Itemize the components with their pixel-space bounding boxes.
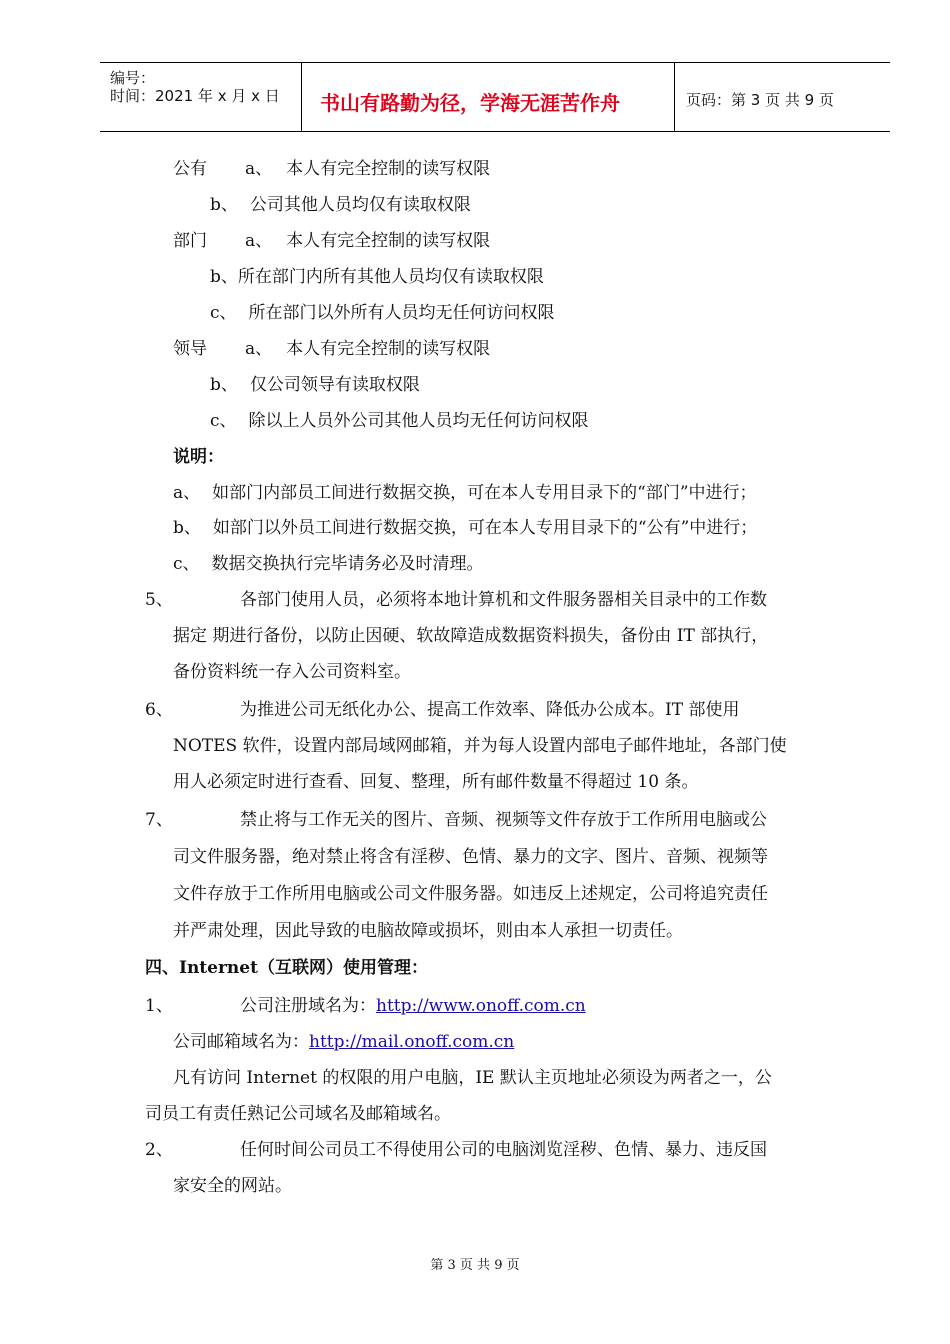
header-motto: 书山有路勤为径，学海无涯苦作舟: [320, 91, 620, 115]
perm-public-b-row: [210, 194, 471, 216]
item-5-line-1: 各部门使用人员，必须将本地计算机和文件服务器相关目录中的工作数: [240, 590, 767, 610]
perm-public-a: 本人有完全控制的读写权限: [286, 159, 491, 179]
s4-item-2-line-2: 家安全的网站。: [173, 1176, 292, 1196]
perm-public-a-mark: a、: [245, 159, 273, 179]
item-7-line-1: 禁止将与工作无关的图片、音频、视频等文件存放于工作所用电脑或公: [240, 810, 767, 830]
note-b-row: [173, 517, 757, 539]
perm-lead-c: 除以上人员外公司其他人员均无任何访问权限: [248, 411, 589, 431]
page-footer: 第 3 页 共 9 页: [430, 1258, 520, 1273]
perm-dept-b: b、所在部门内所有其他人员均仅有读取权限: [210, 267, 544, 287]
page-header: [100, 62, 890, 132]
note-c: 数据交换执行完毕请务必及时清理。: [211, 554, 484, 574]
ie-homepage-line-1: 凡有访问 Internet 的权限的用户电脑，IE 默认主页地址必须设为两者之一，公: [173, 1068, 772, 1088]
perm-lead-b-mark: b、: [210, 375, 238, 395]
perm-dept-title: 部门: [173, 231, 207, 251]
note-a-row: [173, 482, 757, 504]
header-meta-cell: [100, 63, 302, 131]
mail-domain-label: 公司邮箱域名为：: [173, 1032, 309, 1052]
item-7-line-3: 文件存放于工作所用电脑或公司文件服务器。如违反上述规定，公司将追究责任: [173, 884, 768, 904]
note-c-row: [173, 553, 484, 575]
perm-public-row: [173, 158, 490, 180]
item-5-line-2: 据定 期进行备份，以防止因硬、软故障造成数据资料损失，备份由 IT 部执行，: [173, 626, 769, 646]
domain-link[interactable]: http://www.onoff.com.cn: [376, 996, 586, 1016]
section-4-title: 四、Internet（互联网）使用管理：: [145, 958, 428, 978]
perm-lead-a-mark: a、: [245, 339, 273, 359]
perm-lead-title: 领导: [173, 339, 207, 359]
perm-public-b-mark: b、: [210, 195, 238, 215]
perm-lead-a: 本人有完全控制的读写权限: [286, 339, 491, 359]
note-b: 如部门以外员工间进行数据交换，可在本人专用目录下的“公有”中进行；: [212, 518, 758, 538]
perm-dept-a-mark: a、: [245, 231, 273, 251]
item-5-mark: 5、: [145, 590, 173, 610]
perm-public-title: 公有: [173, 159, 207, 179]
s4-item-2-line-1: 任何时间公司员工不得使用公司的电脑浏览淫秽、色情、暴力、违反国: [240, 1140, 767, 1160]
perm-dept-c-mark: c、: [210, 303, 237, 323]
item-7-mark: 7、: [145, 810, 173, 830]
perm-dept-c-row: [210, 302, 555, 324]
perm-lead-b: 仅公司领导有读取权限: [249, 375, 420, 395]
item-7-line-4: 并严肃处理，因此导致的电脑故障或损坏，则由本人承担一切责任。: [173, 921, 683, 941]
item-7-line-2: 司文件服务器，绝对禁止将含有淫秽、色情、暴力的文字、图片、音频、视频等: [173, 847, 768, 867]
doc-time-label: 时间：2021 年 x 月 x 日: [110, 87, 280, 105]
mail-domain-link[interactable]: http://mail.onoff.com.cn: [309, 1032, 515, 1052]
item-6-line-1: 为推进公司无纸化办公、提高工作效率、降低办公成本。IT 部使用: [240, 700, 740, 720]
perm-lead-b-row: [210, 374, 420, 396]
item-5-line-3: 备份资料统一存入公司资料室。: [173, 662, 411, 682]
notes-title: 说明：: [173, 447, 224, 467]
s4-item-2-mark: 2、: [145, 1140, 173, 1160]
note-b-mark: b、: [173, 518, 201, 538]
doc-number-label: 编号：: [110, 69, 156, 87]
note-a: 如部门内部员工间进行数据交换，可在本人专用目录下的“部门”中进行；: [212, 483, 757, 503]
mail-domain-row: [173, 1031, 514, 1053]
ie-homepage-line-2: 司员工有责任熟记公司域名及邮箱域名。: [145, 1104, 451, 1124]
header-page-number: 页码：第 3 页 共 9 页: [686, 91, 834, 109]
perm-lead-row: [173, 338, 490, 360]
s4-item-1-mark: 1、: [145, 996, 173, 1016]
s4-item-1-row: [240, 995, 586, 1017]
header-motto-cell: [302, 63, 675, 131]
item-6-line-2: NOTES 软件，设置内部局域网邮箱，并为每人设置内部电子邮件地址，各部门使: [173, 736, 787, 756]
perm-dept-row: [173, 230, 490, 252]
perm-lead-c-row: [210, 410, 589, 432]
perm-dept-a: 本人有完全控制的读写权限: [286, 231, 491, 251]
note-c-mark: c、: [173, 554, 200, 574]
domain-label: 公司注册域名为：: [240, 996, 376, 1016]
perm-dept-c: 所在部门以外所有人员均无任何访问权限: [248, 303, 555, 323]
perm-lead-c-mark: c、: [210, 411, 237, 431]
perm-public-b: 公司其他人员均仅有读取权限: [249, 195, 471, 215]
item-6-line-3: 用人必须定时进行查看、回复、整理，所有邮件数量不得超过 10 条。: [173, 772, 699, 792]
item-6-mark: 6、: [145, 700, 173, 720]
note-a-mark: a、: [173, 483, 201, 503]
